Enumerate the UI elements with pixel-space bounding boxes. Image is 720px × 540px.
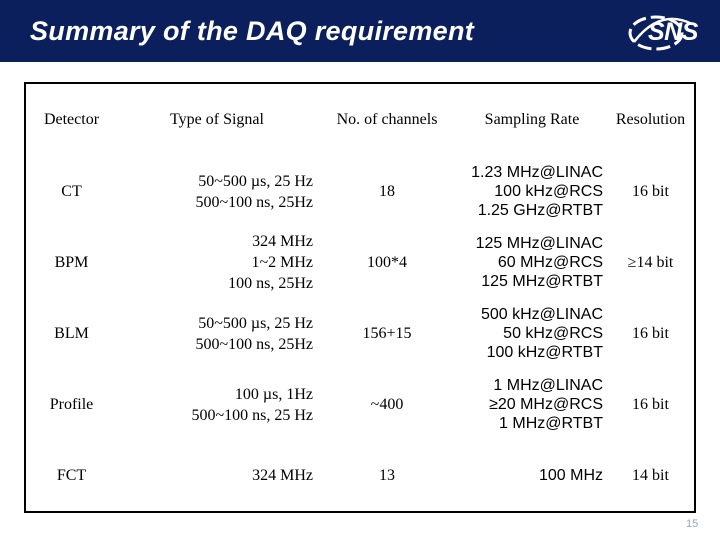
sampling-line: 125 MHz@LINAC [475, 235, 603, 252]
sampling-cell [457, 227, 607, 298]
column-header: Resolution [615, 111, 686, 128]
sampling-line: ≥20 MHz@RCS [489, 396, 603, 413]
sampling-line: 125 MHz@RTBT [481, 273, 603, 290]
detector-cell: FCT [56, 466, 87, 484]
sampling-line: 1 MHz@LINAC [493, 377, 603, 394]
signal-cell [117, 440, 317, 512]
channels-cell: 13 [379, 466, 395, 484]
sampling-line: 500 kHz@LINAC [480, 306, 603, 323]
sampling-cell [457, 369, 607, 440]
sampling-line: 100 kHz@RTBT [486, 344, 603, 361]
signal-cell [117, 369, 317, 440]
sampling-line: 60 MHz@RCS [497, 254, 603, 271]
detector-cell: BPM [54, 253, 89, 271]
table-row [25, 369, 695, 440]
resolution-cell: 16 bit [632, 395, 669, 413]
signal-line: 1~2 MHz [251, 254, 313, 271]
signal-cell [117, 156, 317, 227]
table-row [25, 440, 695, 512]
signal-cell [117, 227, 317, 298]
sns-logo [626, 12, 706, 54]
resolution-cell: ≥14 bit [627, 253, 674, 271]
sampling-cell [457, 440, 607, 512]
signal-line: 100 ns, 25Hz [228, 275, 313, 292]
column-header: Sampling Rate [484, 111, 580, 128]
sampling-line: 50 kHz@RCS [503, 325, 603, 342]
channels-cell: 100*4 [367, 253, 407, 271]
sampling-line: 1 MHz@RTBT [499, 415, 603, 432]
column-header: Type of Signal [170, 111, 264, 128]
page-number: 15 [686, 518, 699, 530]
signal-line: 500~100 ns, 25Hz [195, 335, 313, 353]
sampling-line: 100 kHz@RCS [494, 183, 603, 200]
resolution-cell: 16 bit [632, 182, 669, 200]
sampling-line: 1.23 MHz@LINAC [471, 164, 603, 181]
table-header-row [25, 83, 695, 156]
signal-cell [117, 298, 317, 369]
signal-line: 500~100 ns, 25Hz [195, 193, 313, 211]
column-header: No. of channels [336, 111, 438, 128]
signal-line: 50~500 µs, 25 Hz [198, 314, 313, 332]
table-row [25, 156, 695, 227]
channels-cell: 156+15 [362, 324, 412, 342]
channels-cell: 18 [379, 182, 395, 200]
signal-line: 100 µs, 1Hz [234, 385, 313, 403]
table-row [25, 298, 695, 369]
slide-title: Summary of the DAQ requirement [30, 16, 475, 46]
signal-line: 324 MHz [252, 467, 313, 484]
sampling-cell [457, 298, 607, 369]
sampling-cell [457, 156, 607, 227]
sampling-line: 1.25 GHz@RTBT [477, 202, 603, 219]
detector-cell: Profile [49, 395, 94, 413]
daq-requirement-table [24, 82, 696, 513]
resolution-cell: 16 bit [632, 324, 669, 342]
resolution-cell: 14 bit [632, 466, 669, 484]
detector-cell: BLM [54, 324, 89, 342]
column-header: Detector [43, 111, 100, 128]
table-row [25, 227, 695, 298]
signal-line: 324 MHz [252, 233, 313, 250]
signal-line: 50~500 µs, 25 Hz [198, 172, 313, 190]
signal-line: 500~100 ns, 25 Hz [191, 406, 313, 424]
slide-header [0, 0, 720, 62]
channels-cell: ~400 [370, 395, 404, 413]
detector-cell: CT [61, 182, 82, 200]
sampling-line: 100 MHz [538, 467, 603, 484]
logo-text: SNS [648, 18, 698, 46]
